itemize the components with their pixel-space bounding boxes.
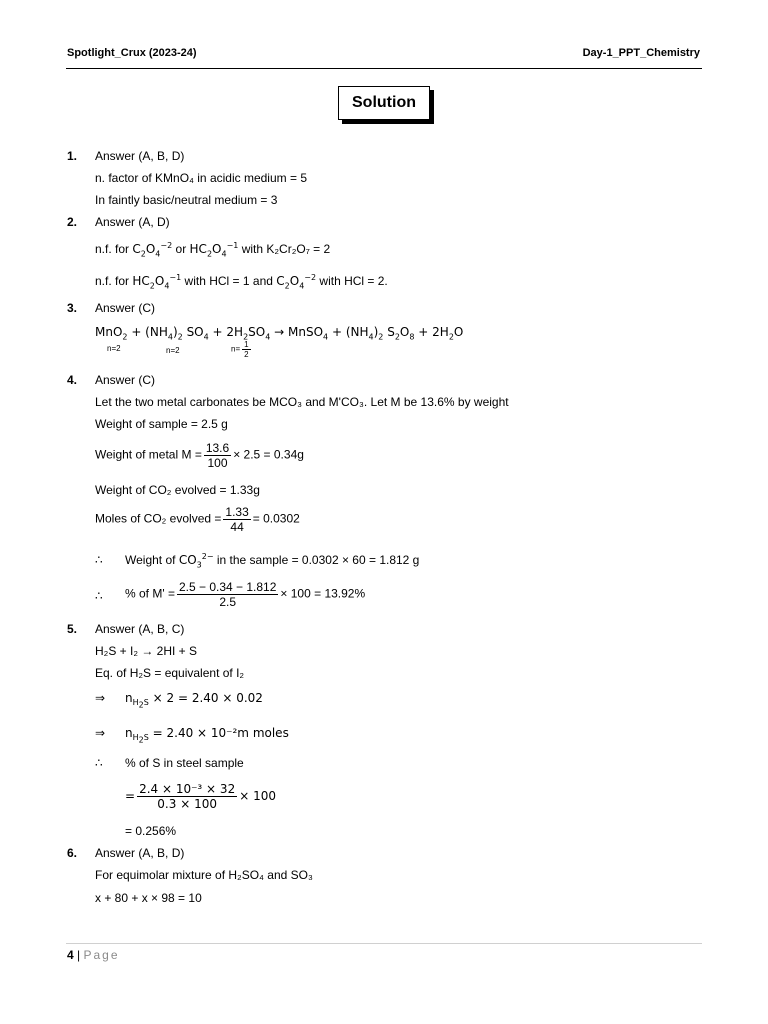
q5-eq2: $n_{H_2S} = 2.40 \times 10^{-2}m$ moles — [125, 726, 289, 745]
q4-weight-metal: Weight of metal M = $\frac{13.6}{100}$ × 2.5 = 0.34g — [95, 441, 304, 470]
therefore-icon: ∴ — [95, 589, 103, 603]
q5-eq1: $n_{H_2S} \times 2 = 2.40 \times 0.02$ — [125, 691, 263, 710]
q5-fraction: = $\frac{\text{2.4 × 10⁻³ × 32}}{0.3 \times 100}$ × 100 — [125, 782, 276, 811]
q1-answer: Answer (A, B, D) — [95, 149, 185, 163]
q5-line1: H₂S + I₂ → 2HI + S — [95, 644, 198, 658]
q3-n-factor-1: n=2 — [107, 344, 121, 353]
therefore-icon: ∴ — [95, 756, 103, 770]
q4-answer: Answer (C) — [95, 373, 156, 387]
q2-line2: n.f. for $HC_2O_4^{-1}$ with HCl = 1 and $C_2O_4^{-2}$ with HCl = 2. — [95, 273, 388, 291]
page-number: 4 — [67, 948, 74, 962]
q3-equation: $MnO_2 + (NH_4)_2$ $SO_4 + 2H_2SO_4$ → MnSO$_4$ + $(NH_4)_2$ $S_2O_8 + 2H_2O$ — [95, 325, 464, 342]
c2o4-formula: $C_2O_4^{-2}$ — [132, 241, 173, 259]
q2-line1: n.f. for $C_2O_4^{-2}$ or $HC_2O_4^{-1}$ with K₂Cr₂O₇ = 2 — [95, 241, 331, 259]
hc2o4-formula: $HC_2O_4^{-1}$ — [189, 241, 239, 259]
implies-icon: ⇒ — [95, 726, 106, 740]
q1-number: 1. — [67, 149, 78, 163]
q5-result: = 0.256% — [125, 824, 177, 838]
header-divider — [66, 68, 702, 69]
q2-number: 2. — [67, 215, 78, 229]
q1-line2: In faintly basic/neutral medium = 3 — [95, 193, 278, 207]
q3-answer: Answer (C) — [95, 301, 156, 315]
q5-answer: Answer (A, B, C) — [95, 622, 185, 636]
q6-number: 6. — [67, 846, 78, 860]
q4-weight-co3: Weight of $CO_3^{2-}$ in the sample = 0.0302 × 60 = 1.812 g — [125, 552, 420, 570]
q4-number: 4. — [67, 373, 78, 387]
q3-number: 3. — [67, 301, 78, 315]
footer-page-label: 4 | Page — [67, 948, 120, 962]
implies-icon: ⇒ — [95, 691, 106, 705]
q4-moles-co2: Moles of CO₂ evolved = $\frac{1.33}{44}$ = 0.0302 — [95, 505, 300, 534]
q6-answer: Answer (A, B, D) — [95, 846, 185, 860]
q2-answer: Answer (A, D) — [95, 215, 170, 229]
q3-n-factor-2: n=2 — [166, 346, 180, 355]
q4-co2-line: Weight of CO₂ evolved = 1.33g — [95, 483, 260, 497]
q5-line2: Eq. of H₂S = equivalent of I₂ — [95, 666, 245, 680]
page-word: Page — [83, 948, 120, 962]
header-right-title: Day-1_PPT_Chemistry — [582, 47, 700, 59]
q5-percent-label: % of S in steel sample — [125, 756, 244, 770]
q1-line1: n. factor of KMnO₄ in acidic medium = 5 — [95, 171, 307, 185]
q6-line2: x + 80 + x × 98 = 10 — [95, 891, 202, 905]
q6-line1: For equimolar mixture of H₂SO₄ and SO₃ — [95, 868, 313, 882]
q4-line1: Let the two metal carbonates be MCO₃ and M'CO₃. Let M be 13.6% by weight — [95, 395, 509, 409]
q5-number: 5. — [67, 622, 78, 636]
footer-divider — [66, 943, 702, 944]
therefore-icon: ∴ — [95, 553, 103, 567]
header-left-title: Spotlight_Crux (2023-24) — [67, 47, 197, 59]
q4-percent-m: % of M' = $\frac{2.5 - 0.34 - 1.812}{2.5}$ × 100 = 13.92% — [125, 580, 366, 609]
solution-title: Solution — [352, 94, 416, 111]
q3-n-factor-3: n= $\frac{1}{2}$ — [231, 340, 249, 359]
q4-line2: Weight of sample = 2.5 g — [95, 417, 228, 431]
solution-title-box — [338, 86, 430, 120]
